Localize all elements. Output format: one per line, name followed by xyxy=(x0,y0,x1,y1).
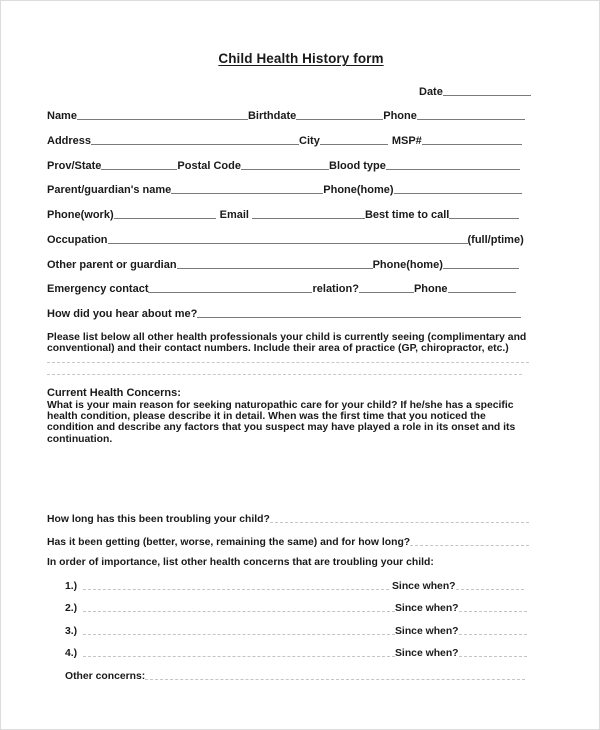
parent-name-field[interactable] xyxy=(171,182,323,194)
concern-number: 2.) xyxy=(65,603,78,614)
address-field[interactable] xyxy=(91,133,299,145)
phone-work-field[interactable] xyxy=(114,207,216,219)
best-time-label: Best time to call xyxy=(364,209,450,221)
full-ptime-label: (full/ptime) xyxy=(467,234,524,246)
parent-phone-home-label: Phone(home) xyxy=(323,184,394,196)
other-parent-label: Other parent or guardian xyxy=(47,259,177,271)
professionals-line-2[interactable] xyxy=(47,374,522,375)
parent-row xyxy=(47,181,529,197)
emergency-contact-label: Emergency contact xyxy=(47,283,149,295)
prov-field[interactable] xyxy=(101,158,177,170)
concern-field[interactable] xyxy=(83,578,389,590)
msp-field[interactable] xyxy=(422,133,522,145)
postal-code-field[interactable] xyxy=(241,158,329,170)
concern-row-2 xyxy=(65,599,529,615)
relation-label: relation? xyxy=(312,283,359,295)
since-when-label: Since when? xyxy=(395,603,459,614)
form-title: Child Health History form xyxy=(218,51,384,66)
name-label: Name xyxy=(47,110,77,122)
name-field[interactable] xyxy=(77,108,248,120)
order-prompt: In order of importance, list other health concerns that are troubling your child: xyxy=(47,557,434,568)
how-long-row xyxy=(47,510,529,526)
professionals-line-1[interactable] xyxy=(47,362,529,363)
emergency-phone-label: Phone xyxy=(413,283,448,295)
postal-code-label: Postal Code xyxy=(177,160,241,172)
blood-type-field[interactable] xyxy=(386,158,520,170)
concern-row-4 xyxy=(65,644,529,660)
how-long-label: How long has this been troubling your child? xyxy=(47,514,270,525)
order-prompt-row xyxy=(47,555,529,571)
occupation-label: Occupation xyxy=(47,234,108,246)
date-field[interactable] xyxy=(443,84,531,96)
best-time-field[interactable] xyxy=(449,207,519,219)
city-field[interactable] xyxy=(320,133,388,145)
concern-row-1 xyxy=(65,577,529,593)
main-concern-answer-area[interactable] xyxy=(47,449,531,505)
hear-field[interactable] xyxy=(197,306,521,318)
getting-field[interactable] xyxy=(410,534,529,546)
concern-number: 1.) xyxy=(65,581,78,592)
emergency-contact-field[interactable] xyxy=(148,281,312,293)
work-row xyxy=(47,206,529,222)
occupation-row xyxy=(47,231,529,247)
other-concerns-field[interactable] xyxy=(145,668,525,680)
other-concerns-label: Other concerns: xyxy=(65,671,146,682)
current-concerns-prompt: What is your main reason for seeking naturopathic care for your child? If he/she has a specific health condition, please describe it in detail. When was the first time that you noticed the condition and describe any factors that you suspect may have played a role in its onset and its continuation. xyxy=(47,400,516,445)
date-row xyxy=(419,83,531,99)
concern-field[interactable] xyxy=(83,645,395,657)
email-field[interactable] xyxy=(252,207,365,219)
prov-row xyxy=(47,157,529,173)
since-when-field[interactable] xyxy=(456,578,524,590)
concern-number: 4.) xyxy=(65,648,78,659)
hear-row xyxy=(47,305,529,321)
concern-field[interactable] xyxy=(83,623,395,635)
since-when-field[interactable] xyxy=(459,600,527,612)
address-row xyxy=(47,132,529,148)
phone-field[interactable] xyxy=(417,108,525,120)
emergency-row xyxy=(47,280,529,296)
city-label: City xyxy=(299,135,320,147)
birthdate-field[interactable] xyxy=(296,108,383,120)
since-when-label: Since when? xyxy=(395,626,459,637)
other-concerns-row xyxy=(65,667,529,683)
phone-work-label: Phone(work) xyxy=(47,209,114,221)
concern-field[interactable] xyxy=(83,600,395,612)
since-when-field[interactable] xyxy=(459,623,527,635)
prov-label: Prov/State xyxy=(47,160,102,172)
concern-number: 3.) xyxy=(65,626,78,637)
parent-name-label: Parent/guardian's name xyxy=(47,184,172,196)
phone-label: Phone xyxy=(383,110,417,122)
blood-type-label: Blood type xyxy=(329,160,386,172)
other-parent-row xyxy=(47,256,529,272)
email-label: Email xyxy=(219,209,249,221)
other-parent-phone-home-label: Phone(home) xyxy=(372,259,443,271)
since-when-field[interactable] xyxy=(459,645,527,657)
parent-phone-home-field[interactable] xyxy=(394,182,522,194)
date-label: Date xyxy=(419,86,443,98)
getting-label: Has it been getting (better, worse, remaining the same) and for how long? xyxy=(47,537,411,548)
msp-label: MSP# xyxy=(391,135,422,147)
how-long-field[interactable] xyxy=(270,511,529,523)
since-when-label: Since when? xyxy=(395,648,459,659)
relation-field[interactable] xyxy=(359,281,414,293)
other-parent-phone-home-field[interactable] xyxy=(443,257,519,269)
name-row xyxy=(47,107,529,123)
getting-row xyxy=(47,533,529,549)
occupation-field[interactable] xyxy=(108,232,468,244)
current-concerns-heading: Current Health Concerns: xyxy=(47,387,181,399)
birthdate-label: Birthdate xyxy=(247,110,297,122)
other-parent-field[interactable] xyxy=(177,257,373,269)
since-when-label: Since when? xyxy=(392,581,456,592)
address-label: Address xyxy=(47,135,92,147)
emergency-phone-field[interactable] xyxy=(448,281,516,293)
professionals-instructions: Please list below all other health professionals your child is currently seeing (complimentary and conventional) and their contact numbers. Include their area of practice (GP, chiropractor, etc.) xyxy=(47,332,527,355)
hear-label: How did you hear about me? xyxy=(47,308,198,320)
concern-row-3 xyxy=(65,622,529,638)
